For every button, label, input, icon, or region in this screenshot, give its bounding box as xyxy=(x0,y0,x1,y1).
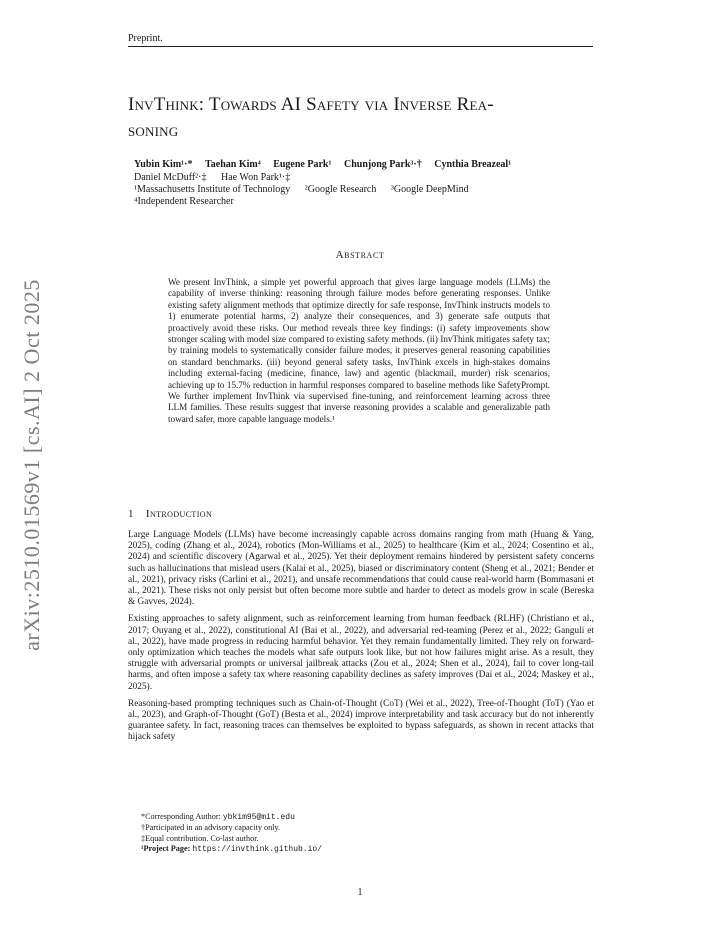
affiliation: ¹Massachusetts Institute of Technology xyxy=(134,184,291,195)
abstract-paragraph: We present InvThink, a simple yet powerful approach that gives large language models (LLMs) the capability of inverse thinking: reasoning through failure modes before generating responses. Unlike existing safety alignment methods that optimize directly for safe response, InvThink instructs models to 1) enumerate potential harms, 2) analyze their consequences, and 3) generate safe outputs that proactively avoid these risks. Our method reveals three key findings: (i) safety improvements show stronger scaling with model size compared to existing safety methods. (ii) InvThink mitigates safety tax; by training models to systematically consider failure modes, it preserves general reasoning capabilities on standard benchmarks. (iii) beyond general safety tasks, InvThink excels in high-stakes domains including external-facing (medicine, finance, law) and agentic (blackmail, murder) risk scenarios, achieving up to 15.7% reduction in harmful responses compared to baseline methods like SafetyPrompt. We further implement InvThink via supervised fine-tuning, and reinforcement learning across three LLM families. These results suggest that inverse reasoning provides a scalable and generalizable path toward safer, more capable language models.¹ xyxy=(168,277,550,424)
affiliations xyxy=(134,184,604,196)
abstract-text xyxy=(168,277,550,425)
body-paragraph: Reasoning-based prompting techniques such as Chain-of-Thought (CoT) (Wei et al., 2022), Tree-of-Thought (ToT) (Yao et al., 2023), and Graph-of-Thought (GoT) (Besta et al., 2024) improve interpretability and task accuracy but do not inherently guarantee safety. In fact, reasoning traces can themselves be exploited to bypass safeguards, as shown in recent attacks that hijack safety xyxy=(128,698,594,743)
footnote-label: ¹Project Page: xyxy=(141,844,193,854)
author-name: Daniel McDuff²·‡ xyxy=(134,172,207,183)
author-line-2 xyxy=(134,172,604,184)
body-paragraph: Large Language Models (LLMs) have become increasingly capable across domains ranging from math (Huang & Yang, 2025), coding (Zhang et al., 2024), robotics (Mon-Williams et al., 2025) to healthcare (Kim et al., 2024; Cosentino et al., 2024) and scientific discovery (Agarwal et al., 2025). Yet their deployment remains hindered by persistent safety concerns such as hallucinations that mislead users (Kalai et al., 2025), biased or discriminatory content (Sheng et al., 2021; Bender et al., 2021), privacy risks (Carlini et al., 2021), and unsafe recommendations that could cause real-world harm (Bommasani et al., 2021). These risks not only persist but often become more subtle and harder to detect as models grow in scale (Bereska & Gavves, 2024). xyxy=(128,530,594,608)
section-heading xyxy=(128,508,212,520)
author-block xyxy=(134,159,604,208)
arxiv-stamp-text: arXiv:2510.01569v1 [cs.AI] 2 Oct 2025 xyxy=(19,279,44,651)
header-rule xyxy=(128,46,593,47)
author-name: Eugene Park¹ xyxy=(273,159,332,170)
author-name: Cynthia Breazeal¹ xyxy=(434,159,512,170)
abstract-heading: Abstract xyxy=(335,249,385,261)
footnote-project xyxy=(141,844,593,855)
section-title: Introduction xyxy=(145,508,213,520)
affiliation: ⁴Independent Researcher xyxy=(134,196,234,207)
title-line-2: soning xyxy=(128,120,179,141)
footnote-label: *Corresponding Author: xyxy=(141,812,223,821)
author-name: Hae Won Park¹·‡ xyxy=(221,172,291,183)
email-link[interactable]: ybkim95@mit.edu xyxy=(222,813,295,822)
affiliation: ³Google DeepMind xyxy=(390,184,469,195)
title-line-1: InvThink: Towards AI Safety via Inverse Rea- xyxy=(128,94,494,115)
footnote-corresponding xyxy=(141,812,593,823)
author-line-1 xyxy=(134,159,604,171)
author-name: Yubin Kim¹·* xyxy=(134,159,193,170)
running-header: Preprint. xyxy=(128,33,163,44)
author-name: Taehan Kim⁴ xyxy=(205,159,261,170)
paper-title xyxy=(128,92,598,144)
body-paragraph: Existing approaches to safety alignment, such as reinforcement learning from human feedback (RLHF) (Christiano et al., 2017; Ouyang et al., 2022), constitutional AI (Bai et al., 2022), and adversarial red-teaming (Perez et al., 2022; Ganguli et al., 2022), have made progress in reducing harmful behavior. Yet they remain fundamentally limited. They rely on forward-only optimization which teaches the models what safe outputs look like, but not how failures might arise. As a result, they struggle with adversarial prompts or universal jailbreak attacks (Zou et al., 2024; Shen et al., 2024), fail to cover long-tail harms, and often impose a safety tax where reasoning capability declines as safety improves (Dai et al., 2024; Maskey et al., 2025). xyxy=(128,614,594,692)
project-page-link[interactable]: https://invthink.github.io/ xyxy=(192,845,323,855)
footnote-equal: ‡Equal contribution. Co-last author. xyxy=(141,833,259,843)
section-number: 1 xyxy=(128,508,134,520)
affiliation: ²Google Research xyxy=(304,184,377,195)
page-number: 1 xyxy=(357,887,363,898)
arxiv-stamp xyxy=(8,270,56,660)
author-name: Chunjong Park³·† xyxy=(343,159,422,170)
footnotes xyxy=(141,812,593,856)
body-text xyxy=(128,530,594,750)
footnote-advisory: †Participated in an advisory capacity only. xyxy=(141,823,281,833)
